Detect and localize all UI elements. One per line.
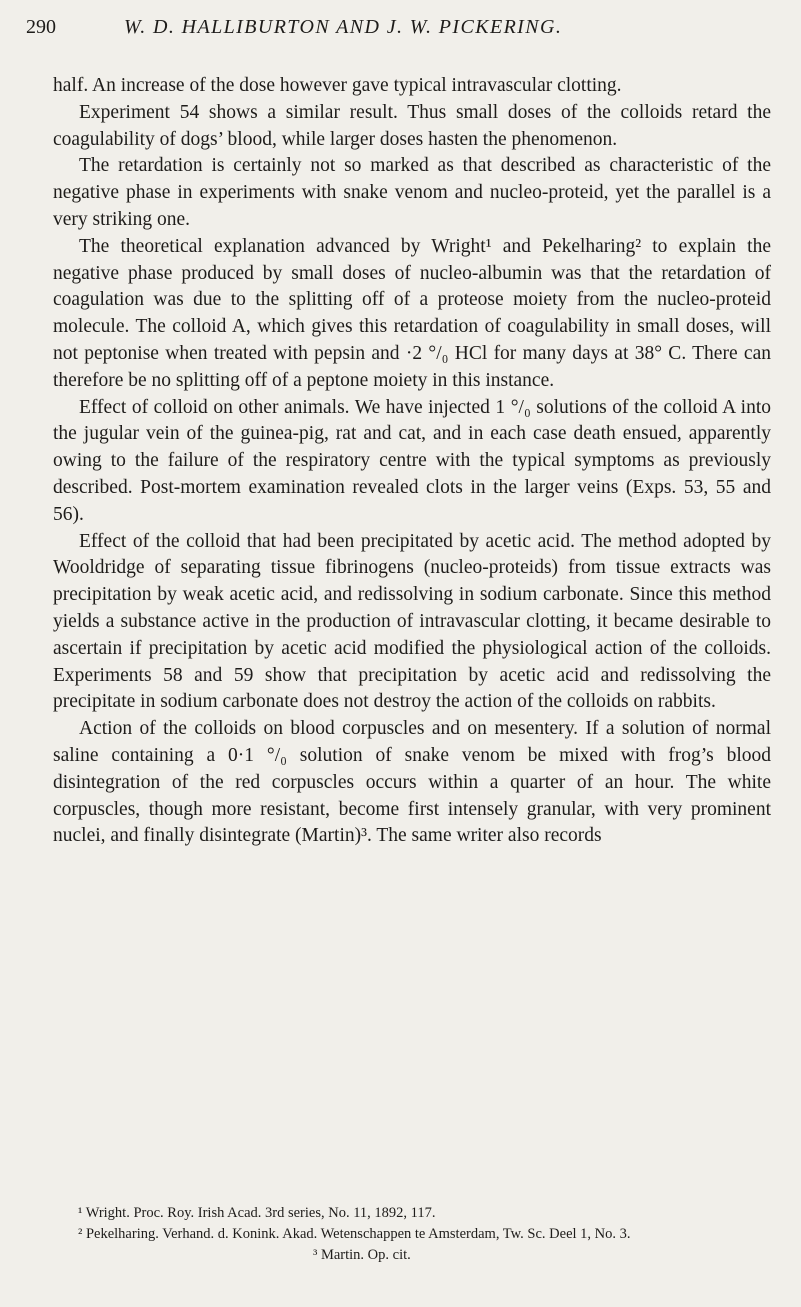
footnote: ³ Martin. Op. cit.	[313, 1247, 411, 1263]
paragraph: Effect of the colloid that had been precipitated by acetic acid. The method adopted by Wooldridge of separating tissue fibrinogens (nucleo-proteids) from tissue extracts was precipitation by weak acetic acid, and redissolving in sodium carbonate. Since this method yields a substance active in the production of intravascular clotting, it became desirable to ascertain if precipitation by acetic acid modified the physiological action of the colloids. Experiments 58 and 59 show that precipitation by acetic acid and redissolving the precipitate in sodium carbonate does not destroy the action of the colloids on rabbits.	[53, 530, 771, 713]
running-header	[26, 8, 766, 46]
paragraph: The theoretical explanation advanced by Wright¹ and Pekelharing² to explain the negative phase produced by small doses of nucleo-albumin was that the retardation of coagulation was due to the splitting off of a proteose moiety from the nucleo-proteid molecule. The colloid A, which gives this retardation of coagulability in small doses, will not peptonise when treated with pepsin and ·2 °/₀ HCl for many days at 38° C. There can therefore be no splitting off of a peptone moiety in this instance.	[53, 235, 771, 391]
footnote: ² Pekelharing. Verhand. d. Konink. Akad. Wetenschappen te Amsterdam, Tw. Sc. Deel 1, No. 3.	[78, 1226, 631, 1242]
footnote: ¹ Wright. Proc. Roy. Irish Acad. 3rd series, No. 11, 1892, 117.	[78, 1205, 436, 1221]
paragraph: Experiment 54 shows a similar result. Thus small doses of the colloids retard the coagulability of dogs’ blood, while larger doses hasten the phenomenon.	[53, 101, 771, 150]
paragraph: Action of the colloids on blood corpuscles and on mesentery. If a solution of normal saline containing a 0·1 °/₀ solution of snake venom be mixed with frog’s blood disintegration of the red corpuscles occurs within a quarter of an hour. The white corpuscles, though more resistant, become first intensely granular, with very prominent nuclei, and finally disintegrate (Martin)³. The same writer also records	[53, 718, 771, 847]
paragraph: The retardation is certainly not so marked as that described as characteristic of the negative phase in experiments with snake venom and nucleo-proteid, yet the parallel is a very striking one.	[53, 155, 771, 230]
running-title: W. D. HALLIBURTON AND J. W. PICKERING.	[124, 16, 563, 38]
paragraph: Effect of colloid on other animals. We have injected 1 °/₀ solutions of the colloid A into the jugular vein of the guinea-pig, rat and cat, and in each case death ensued, apparently owing to the failure of the respiratory centre with the typical symptoms as previously described. Post-mortem examination revealed clots in the larger veins (Exps. 53, 55 and 56).	[53, 396, 771, 525]
footnotes	[53, 1203, 771, 1266]
page-number: 290	[26, 16, 56, 38]
body-text	[53, 73, 771, 850]
paragraph: half. An increase of the dose however gave typical intravascular clotting.	[53, 75, 622, 96]
